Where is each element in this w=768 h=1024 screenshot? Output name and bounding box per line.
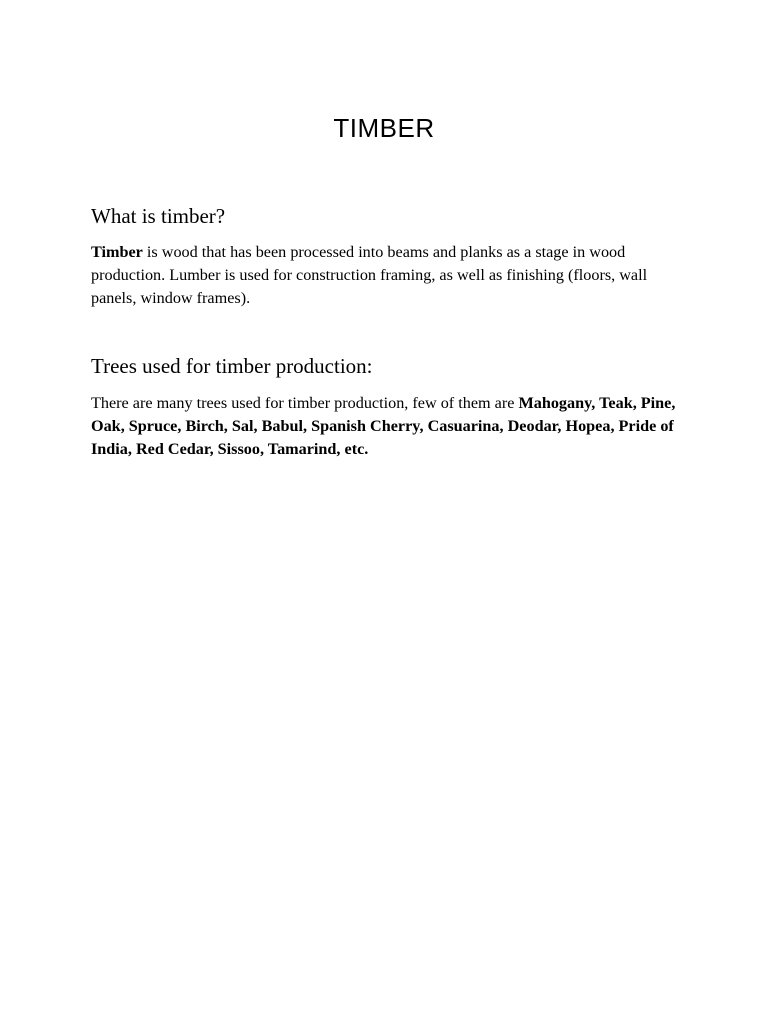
term-beams: beams <box>387 243 429 261</box>
text-run: is wood that has been processed into <box>142 243 388 261</box>
section-heading-what-is-timber: What is timber? <box>91 204 226 228</box>
document-title: TIMBER <box>333 113 435 143</box>
tree-names-list: Mahogany, Teak, Pine, Oak, Spruce, Birch, Sal, Babul, Spanish Cherry, Casuarina, Deodar, Hopea, Pride of India, Red Cedar, Sissoo, Tamarind, etc. <box>91 394 676 458</box>
text-run: There are many trees used for timber production, few of them are <box>91 394 519 412</box>
text-run: a stage in wood <box>520 243 626 261</box>
paragraph-timber-definition <box>91 241 691 310</box>
term-production: production <box>91 266 162 284</box>
text-run: . Lumber is used for construction framing, as well as finishing (floors, wall panels, window frames). <box>91 266 648 307</box>
term-planks: planks <box>460 243 503 261</box>
term-timber: Timber <box>91 243 143 261</box>
section-heading-trees-used: Trees used for timber production: <box>91 354 373 378</box>
text-run: as <box>502 243 521 261</box>
text-run: and <box>428 243 461 261</box>
paragraph-trees-list <box>91 392 691 461</box>
